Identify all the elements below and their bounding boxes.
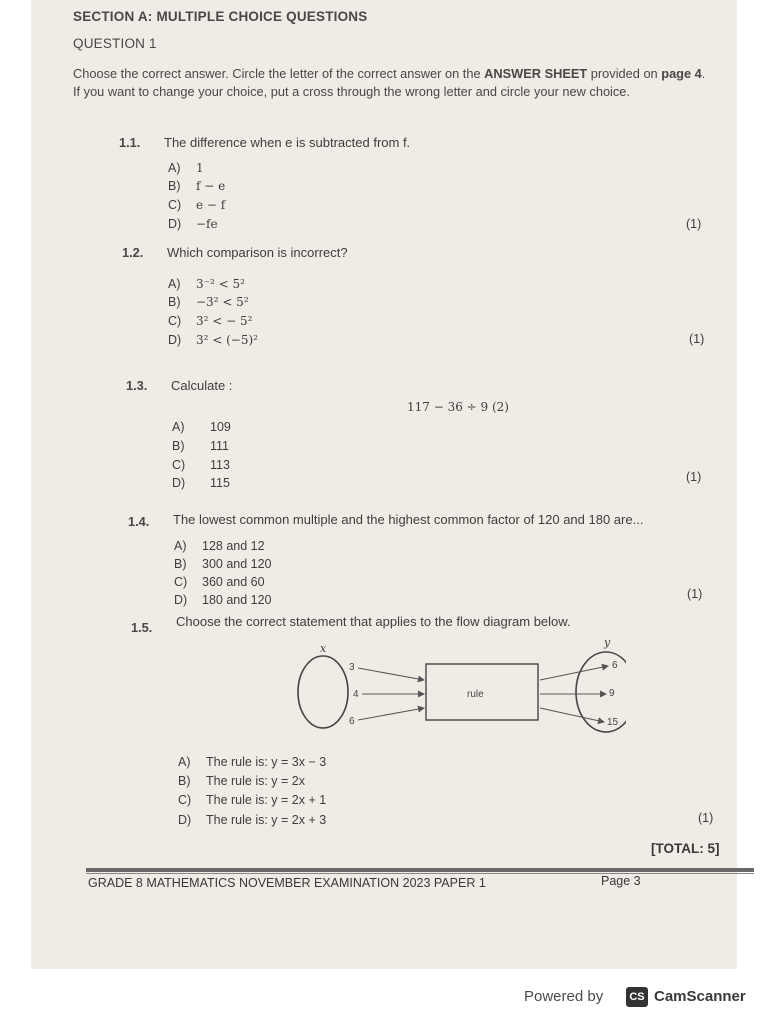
option [174,575,265,589]
option-text: 113 [210,458,230,472]
input-value: 3 [349,662,355,673]
option-letter: D) [178,813,192,827]
rule-box-label: rule [467,689,484,700]
section-title: SECTION A: MULTIPLE CHOICE QUESTIONS [73,9,368,24]
option [174,539,265,553]
option-letter: C) [174,575,188,589]
instructions [73,65,713,100]
footer-rule [86,868,754,872]
question-number: 1.5. [131,620,153,635]
option-text: 180 and 120 [202,593,272,607]
mark-allocation: (1) [686,217,702,231]
option [178,813,326,827]
option-letter: B) [168,179,181,193]
output-oval [576,652,626,732]
input-oval [298,656,348,728]
page-number: Page 3 [601,874,641,888]
arrow [540,708,604,722]
option-letter: B) [178,774,191,788]
flow-diagram [286,632,626,742]
option-text: The rule is: y = 2x [206,774,305,788]
arrow [358,668,424,680]
output-value: 9 [609,688,615,699]
question-number: 1.4. [128,514,150,529]
instructions-bold-1: ANSWER SHEET [484,66,588,81]
option-text: 3² < − 5² [196,314,253,328]
option-letter: D) [168,333,182,347]
option-text: 360 and 60 [202,575,265,589]
question-number: 1.1. [119,135,141,150]
option-text: 3⁻² < 5² [196,277,245,291]
question-text: Choose the correct statement that applies to the flow diagram below. [176,614,571,629]
option-text: 109 [210,420,231,434]
footer-rule-thin [86,873,754,874]
option-letter: C) [168,198,182,212]
output-value: 6 [612,660,618,671]
option-letter: C) [168,314,182,328]
option-letter: A) [172,420,185,434]
option [168,314,252,328]
option [172,458,230,472]
option-text: 300 and 120 [202,557,272,571]
instructions-text-1: Choose the correct answer. Circle the letter of the correct answer on the [73,66,481,81]
option-text: f − e [196,179,226,193]
option-letter: C) [178,793,192,807]
camscanner-brand: CamScanner [654,988,746,1005]
arrow [358,708,424,720]
option [168,333,258,347]
mark-allocation: (1) [698,811,714,825]
question-text: The difference when e is subtracted from f. [164,135,411,150]
instructions-text-2: provided on [590,66,658,81]
option-letter: D) [168,217,182,231]
instructions-bold-2: page 4 [661,66,702,81]
input-value: 6 [349,716,355,727]
option [168,198,225,212]
footer-title: GRADE 8 MATHEMATICS NOVEMBER EXAMINATION 2023 PAPER 1 [88,876,486,890]
total-marks: [TOTAL: 5] [651,841,720,856]
option [174,557,272,571]
option [178,793,326,807]
option-text: 1 [196,161,204,175]
option-text: The rule is: y = 3x − 3 [206,755,327,769]
option [168,295,249,309]
option-text: 115 [210,476,230,490]
option-text: The rule is: y = 2x + 1 [206,793,327,807]
option-letter: B) [174,557,187,571]
option-letter: A) [168,277,181,291]
question-title: QUESTION 1 [73,36,157,51]
question-text: Which comparison is incorrect? [167,245,348,260]
question-number: 1.3. [126,378,148,393]
exam-page [31,0,737,969]
option-text: 3² < (−5)² [196,333,258,347]
powered-by-text: Powered by [524,988,604,1005]
mark-allocation: (1) [687,587,703,601]
option-text: −fe [196,217,218,231]
input-value: 4 [353,689,359,700]
output-value: 15 [607,717,619,728]
mark-allocation: (1) [686,470,702,484]
option-text: e − f [196,198,226,212]
option-text: 111 [210,439,230,453]
option [174,593,272,607]
option [168,277,245,291]
option-letter: B) [168,295,181,309]
calculation-expression: 117 − 36 ÷ 9 (2) [407,400,509,414]
question-text: Calculate : [171,378,233,393]
mark-allocation: (1) [689,332,705,346]
arrow [540,666,608,680]
option [168,179,225,193]
instructions-text-3: . If you want to change your choice, put a cross through the wrong letter and circle your new choice. [73,66,706,99]
question-text: The lowest common multiple and the highest common factor of 120 and 180 are... [173,512,644,527]
option-letter: A) [168,161,181,175]
option [168,217,218,231]
option-letter: D) [172,476,186,490]
x-axis-label: x [320,642,327,655]
option [172,476,230,490]
option-letter: C) [172,458,186,472]
option-letter: D) [174,593,188,607]
option [178,774,305,788]
option-letter: B) [172,439,185,453]
camscanner-logo-icon: CS [626,987,648,1007]
option [172,439,229,453]
option-text: The rule is: y = 2x + 3 [206,813,327,827]
option [172,420,231,434]
option-letter: A) [178,755,191,769]
option-letter: A) [174,539,187,553]
option [178,755,326,769]
question-number: 1.2. [122,245,144,260]
option-text: −3² < 5² [196,295,249,309]
option [168,161,204,175]
y-axis-label: y [604,636,611,649]
option-text: 128 and 12 [202,539,265,553]
